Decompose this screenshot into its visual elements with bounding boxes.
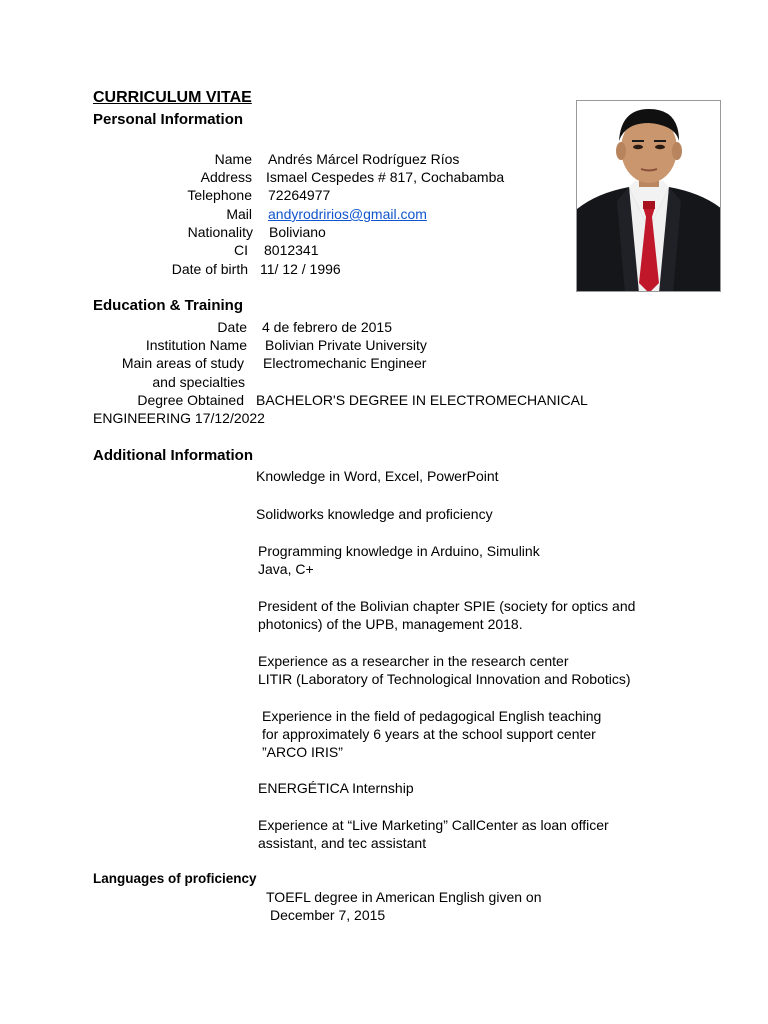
portrait-image: [577, 101, 721, 292]
email-link[interactable]: andyrodririos@gmail.com: [268, 206, 427, 222]
edu-degree-value-1: BACHELOR'S DEGREE IN ELECTROMECHANICAL: [256, 392, 588, 408]
additional-line: photonics) of the UPB, management 2018.: [258, 616, 523, 632]
additional-line: Experience as a researcher in the research center: [258, 653, 569, 669]
label-nationality: Nationality: [187, 224, 253, 240]
additional-line: Knowledge in Word, Excel, PowerPoint: [256, 468, 499, 484]
edu-degree-label: Degree Obtained: [137, 392, 244, 408]
personal-heading: Personal Information: [93, 111, 244, 128]
value-dob: 11/ 12 / 1996: [260, 261, 341, 277]
label-telephone: Telephone: [187, 187, 252, 203]
languages-heading: Languages of proficiency: [93, 871, 257, 886]
cv-title: CURRICULUM VITAE: [93, 89, 252, 106]
edu-degree-value-2: ENGINEERING 17/12/2022: [93, 410, 265, 426]
languages-line-2: December 7, 2015: [270, 907, 386, 923]
value-name: Andrés Márcel Rodríguez Ríos: [268, 151, 460, 167]
edu-areas-label-1: Main areas of study: [121, 355, 244, 371]
additional-line: ENERGÉTICA Internship: [258, 780, 414, 796]
additional-line: Experience at “Live Marketing” CallCenter as loan officer: [258, 817, 609, 833]
value-nationality: Boliviano: [269, 224, 326, 240]
additional-line: Solidworks knowledge and proficiency: [256, 506, 493, 522]
label-name: Name: [214, 151, 252, 167]
value-telephone: 72264977: [268, 187, 331, 203]
label-mail: Mail: [226, 206, 252, 222]
edu-institution-value: Bolivian Private University: [265, 337, 427, 353]
additional-line: Programming knowledge in Arduino, Simulink: [258, 543, 540, 559]
value-address: Ismael Cespedes # 817, Cochabamba: [266, 169, 505, 185]
value-ci: 8012341: [264, 242, 319, 258]
label-ci: CI: [234, 242, 248, 258]
edu-areas-label-2: and specialties: [152, 374, 245, 390]
additional-line: LITIR (Laboratory of Technological Innovation and Robotics): [258, 671, 631, 687]
label-dob: Date of birth: [171, 261, 248, 277]
edu-institution-label: Institution Name: [145, 337, 247, 353]
additional-line: for approximately 6 years at the school support center: [262, 726, 596, 742]
additional-line: President of the Bolivian chapter SPIE (society for optics and: [258, 598, 636, 614]
label-address: Address: [200, 169, 252, 185]
education-heading: Education & Training: [93, 297, 244, 314]
edu-date-label: Date: [217, 319, 247, 335]
languages-line-1: TOEFL degree in American English given on: [266, 889, 542, 905]
additional-line: ”ARCO IRIS”: [262, 744, 343, 760]
edu-areas-value: Electromechanic Engineer: [263, 355, 427, 371]
additional-heading: Additional Information: [93, 447, 253, 464]
edu-date-value: 4 de febrero de 2015: [262, 319, 392, 335]
profile-photo: [576, 100, 721, 292]
additional-line: Experience in the field of pedagogical English teaching: [262, 708, 602, 724]
additional-line: Java, C+: [258, 561, 314, 577]
additional-line: assistant, and tec assistant: [258, 835, 427, 851]
